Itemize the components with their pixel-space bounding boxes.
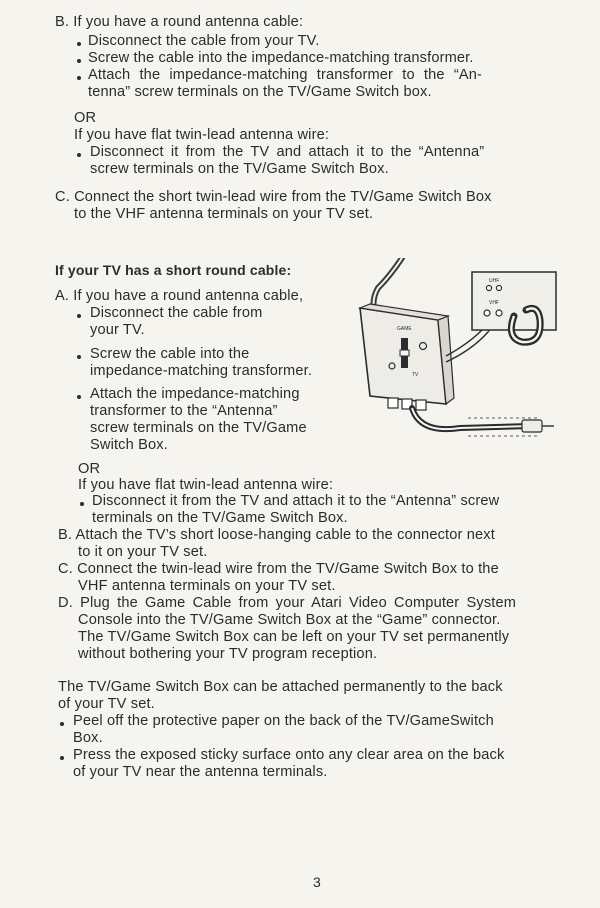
box-label-tv: TV <box>412 372 419 378</box>
bullet <box>77 59 81 63</box>
short-cable-line: terminals on the TV/Game Switch Box. <box>92 510 348 526</box>
short-cable-step-b: B. Attach the TV’s short loose-hanging cable to the connector next <box>58 527 495 543</box>
vhf-terminal <box>496 310 502 316</box>
attach-note-line: of your TV set. <box>58 696 155 712</box>
short-cable-line: to it on your TV set. <box>78 544 208 560</box>
short-cable-or: OR <box>78 461 101 477</box>
short-cable-step-d: D. Plug the Game Cable from your Atari Video Computer System <box>58 595 517 611</box>
short-cable-step-c: C. Connect the twin-lead wire from the TV/Game Switch Box to the <box>58 561 499 577</box>
short-cable-line: VHF antenna terminals on your TV set. <box>78 578 336 594</box>
section-b-heading: B. If you have a round antenna cable: <box>55 14 304 30</box>
short-cable-line: Screw the cable into the <box>90 346 250 362</box>
short-cable-heading: If your TV has a short round cable: <box>55 262 292 278</box>
short-cable-line: impedance-matching transformer. <box>90 363 313 379</box>
bullet <box>77 355 81 359</box>
section-b-line: Disconnect the cable from your TV. <box>88 33 320 49</box>
section-b-line: Screw the cable into the impedance-matching transformer. <box>88 50 474 66</box>
uhf-label: UHF <box>489 278 500 284</box>
short-cable-line: transformer to the “Antenna” <box>90 403 278 419</box>
bullet <box>60 722 64 726</box>
bullet <box>77 314 81 318</box>
short-cable-line: your TV. <box>90 322 145 338</box>
section-c-line: C. Connect the short twin-lead wire from the TV/Game Switch Box <box>55 189 492 205</box>
terminal-left <box>388 398 398 408</box>
bullet <box>77 153 81 157</box>
short-cable-line: If you have flat twin-lead antenna wire: <box>78 477 334 493</box>
bullet <box>77 76 81 80</box>
box-label-game: GAME <box>397 326 412 332</box>
page-number: 3 <box>313 874 321 890</box>
section-b-line: Disconnect it from the TV and attach it to the “Antenna” <box>90 144 485 160</box>
short-cable-line: The TV/Game Switch Box can be left on your TV set permanently <box>78 629 510 645</box>
short-cable-line: Attach the impedance-matching <box>90 386 300 402</box>
bullet <box>77 395 81 399</box>
switch-slider[interactable] <box>400 350 409 356</box>
switch-box-diagram <box>350 258 562 458</box>
attach-note-line: Box. <box>73 730 103 746</box>
vhf-terminal <box>484 310 490 316</box>
short-cable-line: without bothering your TV program reception. <box>78 646 378 662</box>
short-cable-line: Console into the TV/Game Switch Box at the “Game” connector. <box>78 612 501 628</box>
attach-note-line: The TV/Game Switch Box can be attached permanently to the back <box>58 679 503 695</box>
section-c-line: to the VHF antenna terminals on your TV set. <box>74 206 374 222</box>
attach-note-line: Peel off the protective paper on the back of the TV/GameSwitch <box>73 713 494 729</box>
section-b-line: Attach the impedance-matching transformer to the “An- <box>88 67 483 83</box>
section-b-line: screw terminals on the TV/Game Switch Box. <box>90 161 389 177</box>
attach-note-line: Press the exposed sticky surface onto any clear area on the back <box>73 747 505 763</box>
short-cable-line: Disconnect the cable from <box>90 305 263 321</box>
short-cable-line: screw terminals on the TV/Game <box>90 420 307 436</box>
bullet <box>60 756 64 760</box>
attach-note-line: of your TV near the antenna terminals. <box>73 764 328 780</box>
game-cable-plug <box>522 420 542 432</box>
short-cable-line: A. If you have a round antenna cable, <box>55 288 304 304</box>
section-b-or: OR <box>74 110 97 126</box>
vhf-label: VHF <box>489 300 499 306</box>
terminal-right <box>416 400 426 410</box>
section-b-line: tenna” screw terminals on the TV/Game Switch box. <box>88 84 432 100</box>
bullet <box>80 502 84 506</box>
bullet <box>77 42 81 46</box>
short-cable-line: Switch Box. <box>90 437 168 453</box>
short-cable-line: Disconnect it from the TV and attach it to the “Antenna” screw <box>92 493 500 509</box>
section-b-line: If you have flat twin-lead antenna wire: <box>74 127 330 143</box>
